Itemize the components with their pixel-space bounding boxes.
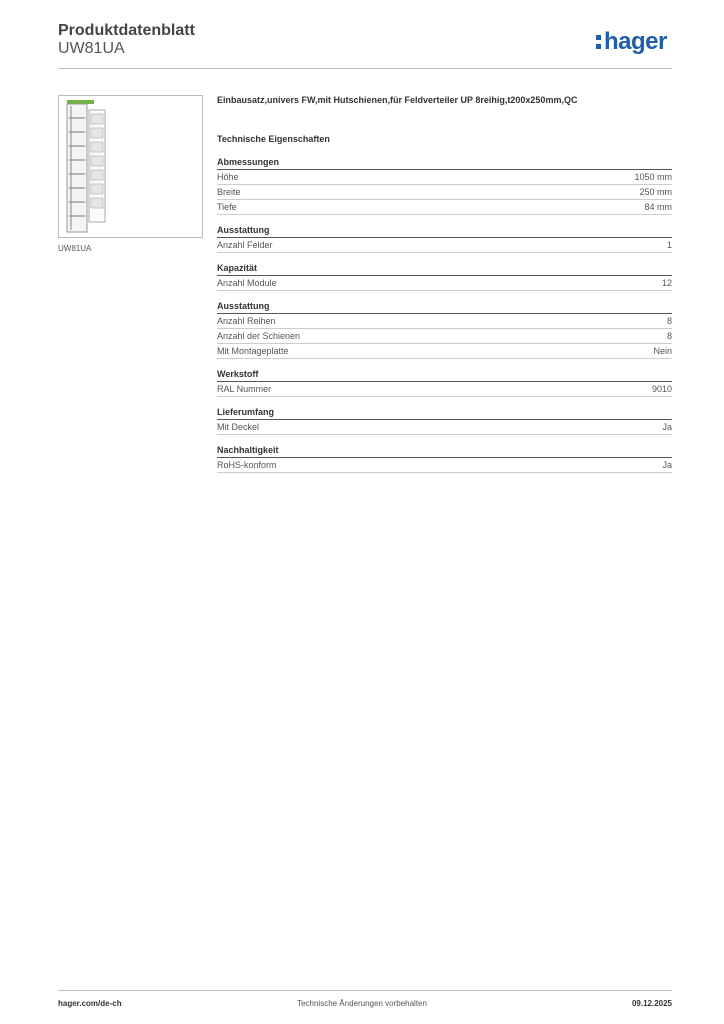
spec-row [217,382,672,397]
spec-group [217,157,672,215]
spec-value: 250 mm [639,187,672,197]
product-description: Einbausatz,univers FW,mit Hutschienen,für Feldverteiler UP 8reihig,t200x250mm,QC [217,95,578,105]
spec-value: Ja [662,422,672,432]
product-code: UW81UA [58,40,125,57]
spec-value: 8 [666,331,672,341]
document-title: Produktdatenblatt [58,22,195,39]
spec-value: 84 mm [644,202,672,212]
spec-row [217,420,672,435]
spec-label: Anzahl Reihen [217,316,276,326]
footer-divider [58,990,672,991]
spec-label: Höhe [217,172,239,182]
spec-value: 8 [666,316,672,326]
spec-group [217,225,672,253]
spec-group-title: Kapazität [217,263,672,276]
product-image [58,95,203,238]
spec-value: 9010 [651,384,672,394]
spec-row [217,329,672,344]
footer-website-link[interactable]: hager.com/de-ch [58,999,122,1008]
spec-value: 1 [666,240,672,250]
logo-dots-icon [596,35,602,53]
spec-label: Anzahl Module [217,278,277,288]
spec-group-title: Ausstattung [217,301,672,314]
product-image-caption: UW81UA [58,244,92,253]
distribution-panel-image-icon [59,96,202,237]
footer-date: 09.12.2025 [631,999,672,1008]
spec-group-title: Ausstattung [217,225,672,238]
section-title: Technische Eigenschaften [217,134,330,144]
hager-logo[interactable] [596,28,667,56]
spec-value: Ja [662,460,672,470]
logo-text: hager [604,28,667,55]
spec-group-title: Nachhaltigkeit [217,445,672,458]
spec-label: RoHS-konform [217,460,277,470]
spec-group [217,369,672,397]
spec-group-title: Werkstoff [217,369,672,382]
spec-group [217,301,672,359]
spec-label: Tiefe [217,202,237,212]
spec-group-title: Abmessungen [217,157,672,170]
spec-label: Breite [217,187,241,197]
footer-notice: Technische Änderungen vorbehalten [297,999,427,1008]
header-divider [58,68,672,69]
spec-label: Mit Deckel [217,422,260,432]
spec-value: Nein [653,346,672,356]
spec-group [217,263,672,291]
spec-group-title: Lieferumfang [217,407,672,420]
spec-content [217,95,672,473]
spec-group [217,445,672,473]
spec-row [217,458,672,473]
spec-value: 12 [661,278,672,288]
spec-groups [217,157,672,473]
spec-row [217,200,672,215]
spec-row [217,314,672,329]
spec-value: 1050 mm [634,172,672,182]
spec-row [217,344,672,359]
spec-label: Anzahl Felder [217,240,273,250]
spec-label: RAL Nummer [217,384,272,394]
spec-label: Mit Montageplatte [217,346,289,356]
spec-row [217,238,672,253]
spec-label: Anzahl der Schienen [217,331,301,341]
spec-group [217,407,672,435]
spec-row [217,170,672,185]
spec-row [217,185,672,200]
spec-row [217,276,672,291]
